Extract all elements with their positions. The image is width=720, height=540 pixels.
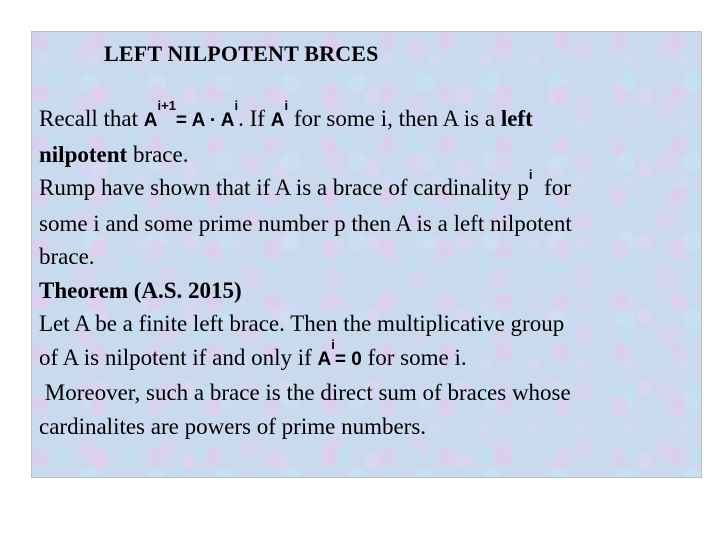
theorem-line-1: Let A be a finite left brace. Then the multiplicative group [39,311,565,336]
formula-power-definition: $A^{i+1}= A \cdot A^i$ [143,98,239,131]
theorem-heading: Theorem (A.S. 2015) [39,277,242,303]
term-nilpotent: nilpotent [39,141,128,167]
recall-suffix: for some i, then A is a [288,106,501,131]
moreover-line-2: cardinalites are powers of prime numbers. [39,413,427,439]
moreover-line-1: Moreover, such a brace is the direct sum of braces whose [39,380,571,405]
cardinality-exponent: i [528,167,533,182]
slide-body [39,98,699,443]
rump-line-2: some i and some prime number p then A is a left nilpotent [39,210,572,236]
recall-mid: . If [238,106,271,131]
recall-line-2 [39,138,699,172]
slide-title: LEFT NILPOTENT BRCES [104,41,379,66]
rump-line-3: brace. [39,244,95,269]
rump-line-1: Rump have shown that if A is a brace of cardinality $p^i$ for [39,167,571,200]
formula-power-zero: $A^i= 0$ [317,336,362,370]
slide-content-box [31,31,702,478]
recall-end: brace. [127,141,189,167]
formula-power-i: $A^i$ [270,98,289,131]
recall-prefix: Recall that [39,106,144,131]
recall-line [39,98,699,138]
term-left: left [500,106,533,131]
theorem-line-2: of A is nilpotent if and only if $A^i= 0$ for some i. [39,336,467,370]
